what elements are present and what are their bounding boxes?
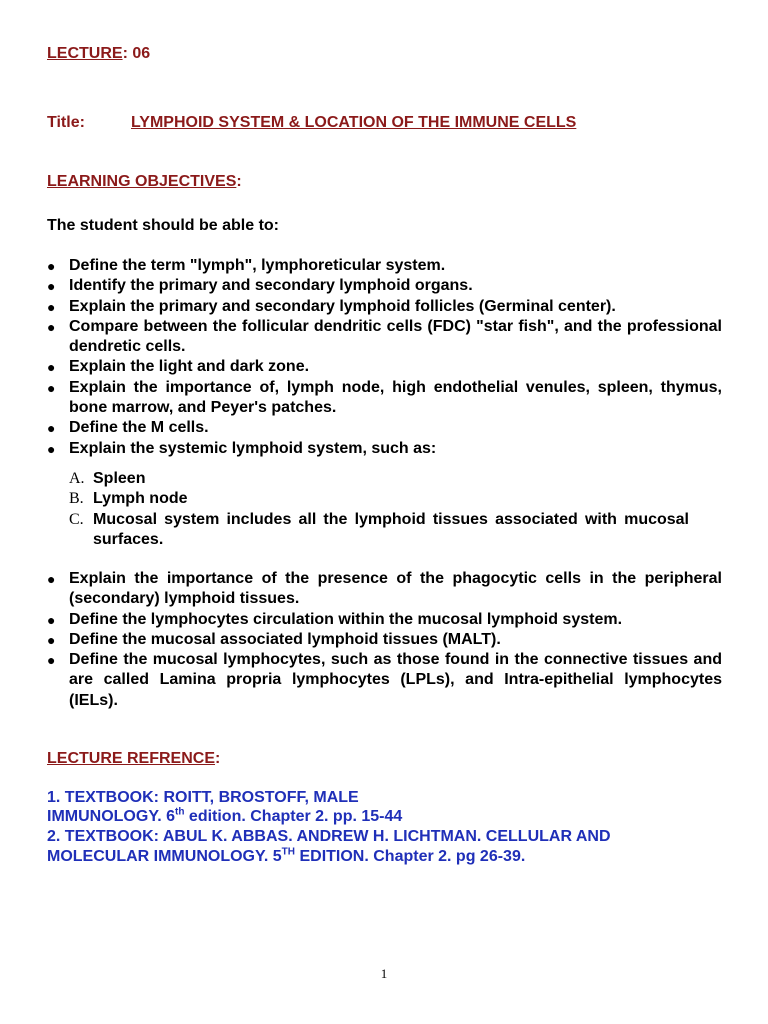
sub-item — [69, 469, 689, 489]
systemic-sub-list — [69, 469, 689, 550]
sub-item-text: Lymph node — [93, 490, 188, 508]
objective-text: Define the mucosal lymphocytes, such as those found in the connective tissues and are called Lamina propria lymphocytes (LPLs), and Intra-epithelial lymphocytes (IELs). — [69, 651, 722, 709]
objectives-heading-text: LEARNING OBJECTIVES — [47, 173, 237, 190]
reference-line-4-tail: EDITION. Chapter 2. pg 26-39. — [295, 848, 526, 865]
objective-item — [47, 569, 722, 610]
bullet-dot-icon: ● — [47, 631, 56, 648]
reference-line-3: 2. TEXTBOOK: ABUL K. ABBAS. ANDREW H. LICHTMAN. CELLULAR AND — [47, 828, 611, 845]
bullet-dot-icon: ● — [47, 611, 56, 628]
objectives-heading — [47, 172, 242, 192]
reference-heading — [47, 749, 220, 769]
title-text: LYMPHOID SYSTEM & LOCATION OF THE IMMUNE CELLS — [131, 114, 577, 131]
objective-text: Define the term "lymph", lymphoreticular system. — [69, 257, 446, 274]
lecture-header — [47, 44, 150, 64]
objectives-intro: The student should be able to: — [47, 217, 279, 234]
objective-item — [47, 357, 722, 377]
bullet-dot-icon: ● — [47, 652, 56, 669]
lecture-label: LECTURE — [47, 45, 123, 62]
reference-colon: : — [215, 750, 221, 767]
lecture-number: 06 — [127, 45, 151, 62]
objective-item — [47, 378, 722, 419]
lecture-colon: : — [122, 45, 128, 62]
objective-text: Compare between the follicular dendritic cells (FDC) "star fish", and the professional dendretic cells. — [69, 317, 722, 356]
reference-line-4 — [47, 847, 525, 867]
objective-item — [47, 276, 722, 296]
sub-item-letter: C. — [69, 510, 84, 528]
bullet-dot-icon: ● — [47, 298, 56, 315]
bullet-dot-icon: ● — [47, 420, 56, 437]
objective-text: Identify the primary and secondary lymphoid organs. — [69, 277, 473, 295]
reference-line-2-main: IMMUNOLOGY. 6 — [47, 808, 176, 825]
objective-item — [47, 439, 722, 459]
objective-item — [47, 418, 722, 438]
objective-item — [47, 297, 722, 317]
bullet-dot-icon: ● — [47, 258, 56, 274]
sub-item — [69, 510, 689, 551]
bullet-dot-icon: ● — [47, 440, 56, 457]
reference-line-4-main: MOLECULAR IMMUNOLOGY. 5 — [47, 848, 282, 865]
page-number: 1 — [380, 966, 388, 981]
sub-item-letter: A. — [69, 470, 85, 487]
reference-line-4-sup: TH — [281, 846, 296, 858]
objective-item — [47, 650, 722, 711]
objective-item — [47, 630, 722, 650]
reference-line-1: 1. TEXTBOOK: ROITT, BROSTOFF, MALE — [47, 789, 359, 806]
bullet-dot-icon: ● — [47, 318, 56, 335]
objective-text: Define the M cells. — [69, 419, 209, 437]
bullet-dot-icon: ● — [47, 379, 56, 396]
bullet-dot-icon: ● — [47, 571, 56, 587]
title-label: Title: — [47, 114, 85, 131]
reference-line-2-sup: th — [175, 806, 185, 818]
reference-line-2 — [47, 807, 402, 827]
objective-text: Explain the systemic lymphoid system, such as: — [69, 439, 437, 457]
objective-text: Explain the importance of the presence of the phagocytic cells in the peripheral (secondary) lymphoid tissues. — [69, 570, 722, 608]
objective-text: Define the mucosal associated lymphoid tissues (MALT). — [69, 630, 501, 648]
objective-text: Explain the light and dark zone. — [69, 358, 310, 376]
sub-item-letter: B. — [69, 490, 84, 508]
objective-item — [47, 256, 722, 276]
objective-text: Explain the primary and secondary lymphoid follicles (Germinal center). — [69, 297, 616, 315]
objective-item — [47, 610, 722, 630]
sub-item-text: Spleen — [93, 470, 146, 487]
reference-heading-text: LECTURE REFRENCE — [47, 750, 216, 767]
objective-text: Explain the importance of, lymph node, high endothelial venules, spleen, thymus, bone marrow, and Peyer's patches. — [69, 378, 722, 417]
objectives-list-secondary — [47, 569, 722, 711]
sub-item — [69, 489, 689, 509]
title-row — [47, 113, 727, 133]
bullet-dot-icon: ● — [47, 278, 56, 295]
sub-item-text: Mucosal system includes all the lymphoid tissues associated with mucosal surfaces. — [93, 510, 689, 548]
objective-item — [47, 317, 722, 358]
objectives-list-primary — [47, 256, 722, 459]
reference-line-2-tail: edition. Chapter 2. pp. 15-44 — [184, 808, 403, 825]
objectives-colon: : — [236, 173, 242, 190]
objective-text: Define the lymphocytes circulation within the mucosal lymphoid system. — [69, 610, 623, 628]
bullet-dot-icon: ● — [47, 359, 56, 376]
